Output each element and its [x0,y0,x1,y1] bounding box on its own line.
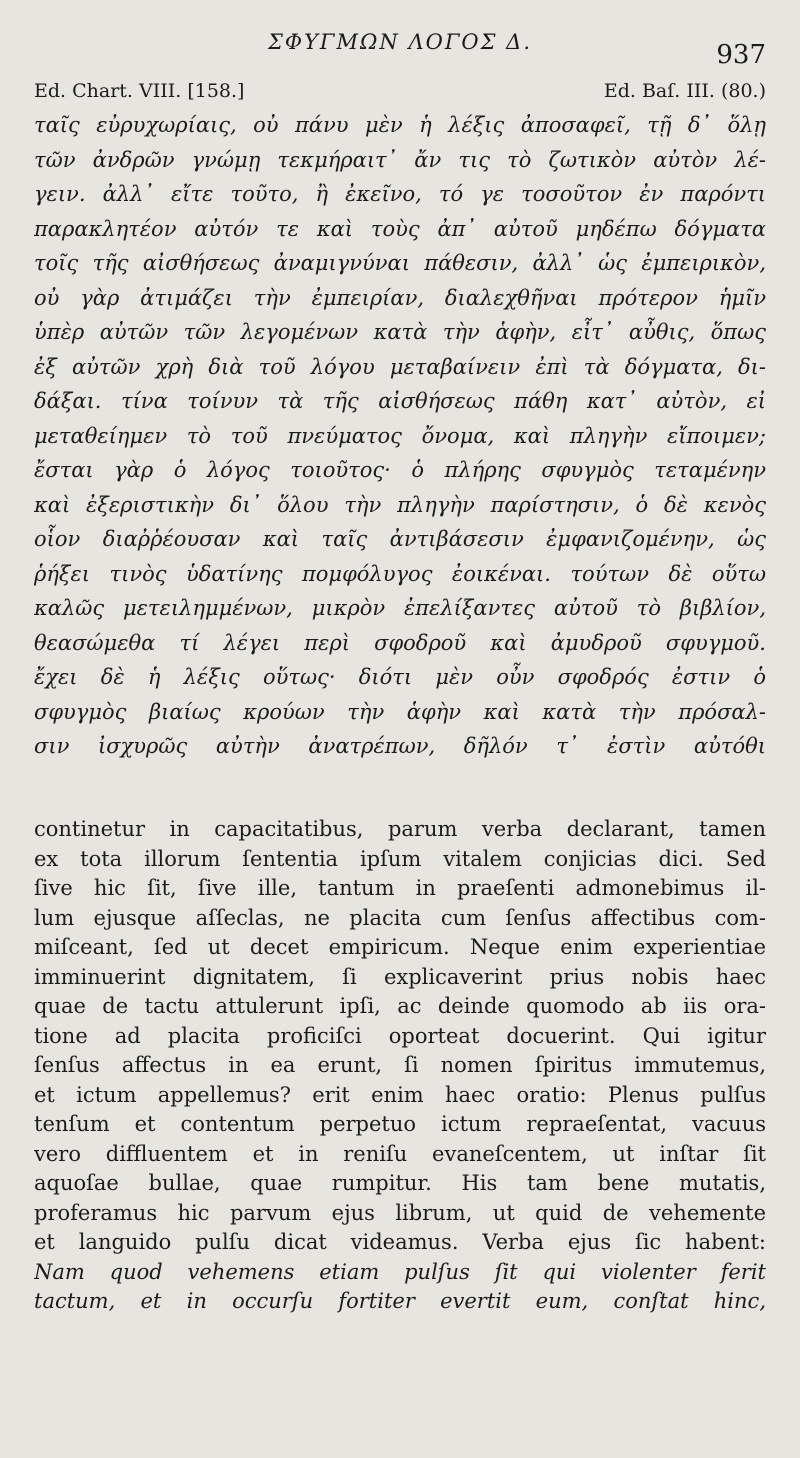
greek-text-line: γειν. ἀλλ᾽ εἴτε τοῦτο, ἢ ἐκεῖνο, τό γε τοσοῦτον ἐν παρόντι [34,182,766,206]
greek-text-line: τῶν ἀνδρῶν γνώμῃ τεκμήραιτ᾽ ἄν τις τὸ ζωτικὸν αὐτὸν λέ- [34,147,766,172]
greek-text-line: ὑπὲρ αὐτῶν τῶν λεγομένων κατὰ τὴν ἁφὴν, εἶτ᾽ αὖθις, ὅπως [34,320,766,344]
greek-text-line: καὶ ἐξεριστικὴν δι᾽ ὅλου τὴν πληγὴν παρίστησιν, ὁ δὲ κενὸς [34,492,766,517]
greek-text-line: ἐξ αὐτῶν χρὴ διὰ τοῦ λόγου μεταβαίνειν ἐπὶ τὰ δόγματα, δι- [34,354,766,379]
greek-text-line: ταῖς εὐρυχωρίαις, οὐ πάνυ μὲν ἡ λέξις ἀποσαφεῖ, τῇ δ᾽ ὅλῃ [34,113,766,137]
greek-text-block [34,108,766,764]
greek-text-line: δάξαι. τίνα τοίνυν τὰ τῆς αἰσθήσεως πάθη κατ᾽ αὐτὸν, εἰ [34,389,766,413]
greek-text-line: ῥήξει τινὸς ὑδατίνης πομφόλυγος ἐοικέναι. τούτων δὲ οὕτω [34,561,766,586]
latin-text-line: quae de tactu attulerunt ipſi, ac deinde quomodo ab iis ora- [34,994,766,1018]
latin-text-line: ſenſus affectus in ea erunt, ſi nomen ſpiritus immutemus, [34,1053,766,1077]
latin-text-line: et languido pulſu dicat videamus. Verba ejus ſic habent: [34,1230,766,1254]
latin-text-line: tactum, et in occurſu fortiter evertit eum, conſtat hinc, [34,1289,766,1313]
latin-text-line: aquoſae bullae, quae rumpitur. His tam bene mutatis, [34,1171,766,1195]
latin-text-line: miſceant, ſed ut decet empiricum. Neque enim experientiae [34,935,766,959]
greek-text-line: μεταθείημεν τὸ τοῦ πνεύματος ὄνομα, καὶ πληγὴν εἴποιμεν; [34,423,766,448]
greek-text-line: τοῖς τῆς αἰσθήσεως ἀναμιγνύναι πάθεσιν, ἀλλ᾽ ὡς ἐμπειρικὸν, [34,251,766,275]
latin-text-line: et ictum appellemus? erit enim haec oratio: Plenus pulſus [34,1082,766,1107]
greek-text-line: οὐ γὰρ ἀτιμάζει τὴν ἐμπειρίαν, διαλεχθῆναι πρότερον ἡμῖν [34,285,766,310]
edition-chart-reference: Ed. Chart. VIII. [158.] [34,80,245,102]
latin-text-line: tione ad placita proficiſci oporteat docuerint. Qui igitur [34,1023,766,1048]
latin-text-line: tenſum et contentum perpetuo ictum repraeſentat, vacuus [34,1112,766,1136]
latin-text-line: ſive hic ſit, ſive ille, tantum in praeſenti admonebimus il- [34,876,766,900]
latin-text-line: Nam quod vehemens etiam pulſus ſit qui violenter ferit [34,1259,766,1284]
latin-text-line: proferamus hic parvum ejus librum, ut quid de vehemente [34,1200,766,1225]
greek-text-line: ἔσται γὰρ ὁ λόγος τοιοῦτος· ὁ πλήρης σφυγμὸς τεταμένην [34,458,766,482]
latin-text-line: vero diffluentem et in reniſu evaneſcentem, ut inſtar ſit [34,1141,766,1166]
latin-text-line: continetur in capacitatibus, parum verba declarant, tamen [34,817,766,841]
greek-text-line: οἷον διαῤῥέουσαν καὶ ταῖς ἀντιβάσεσιν ἐμφανιζομένην, ὡς [34,527,766,551]
latin-text-line: imminuerint dignitatem, ſi explicaverint prius nobis haec [34,964,766,989]
greek-text-line: παρακλητέον αὐτόν τε καὶ τοὺς ἀπ᾽ αὐτοῦ μηδέπω δόγματα [34,216,766,241]
greek-text-line: ἔχει δὲ ἡ λέξις οὕτως· διότι μὲν οὖν σφοδρός ἐστιν ὁ [34,665,766,689]
running-title: ΣΦΥΓΜΩΝ ΛΟΓΟΣ Δ. [268,30,532,54]
greek-text-line: καλῶς μετειλημμένων, μικρὸν ἐπελίξαντες αὐτοῦ τὸ βιβλίον, [34,596,766,620]
greek-text-line: σιν ἰσχυρῶς αὐτὴν ἀνατρέπων, δῆλόν τ᾽ ἐστὶν αὐτόθι [34,734,766,758]
page-number: 937 [716,40,766,70]
edition-basel-reference: Ed. Baſ. III. (80.) [603,80,766,102]
greek-text-line: σφυγμὸς βιαίως κρούων τὴν ἁφὴν καὶ κατὰ τὴν πρόσαλ- [34,699,766,724]
greek-text-line: θεασώμεθα τί λέγει περὶ σφοδροῦ καὶ ἀμυδροῦ σφυγμοῦ. [34,630,766,655]
latin-text-line: ex tota illorum ſententia ipſum vitalem conjicias dici. Sed [34,846,766,871]
latin-text-block [34,815,766,1317]
latin-text-line: lum ejusque aſſeclas, ne placita cum ſenſus affectibus com- [34,905,766,930]
